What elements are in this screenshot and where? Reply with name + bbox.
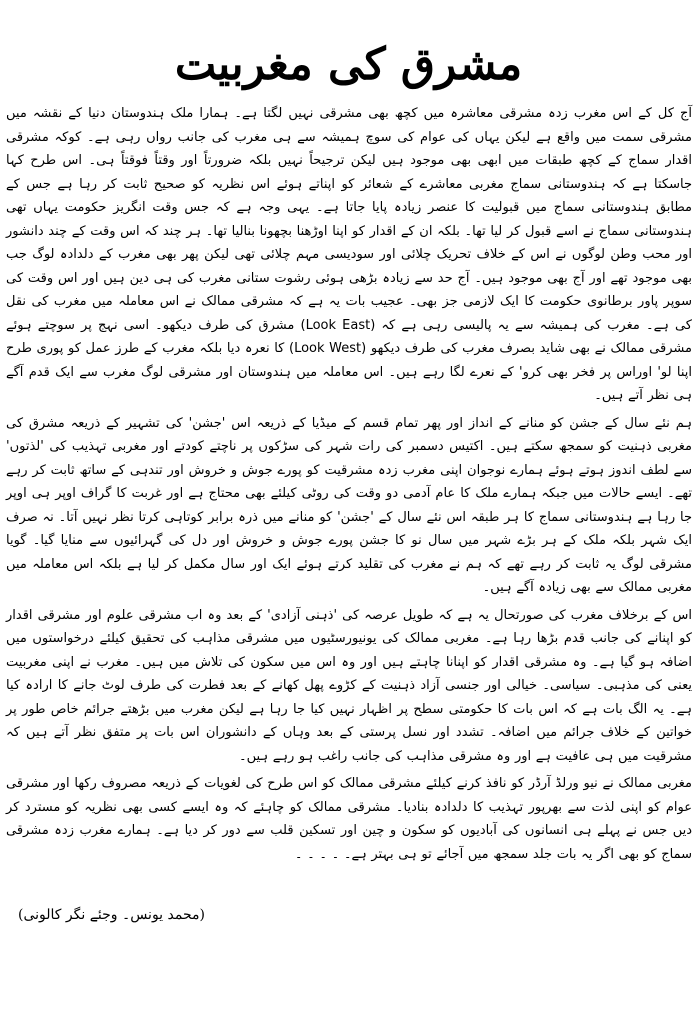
- paragraph-2: ہم نئے سال کے جشن کو منانے کے انداز اور پھر تمام قسم کے میڈیا کے ذریعہ اس 'جشن' کی تشہیر کے ذریعہ مشرق کی مغربی ذہنیت کو سمجھ سکتے ہیں۔ اکتیس دسمبر کی رات شہر کی سڑکوں پر ناچتے کودتے اور مغربی تہذیب کی 'لذتوں' سے لطف اندوز ہوتے ہوئے ہمارے نوجوان اپنی مغرب زدہ مشرقیت کو پورے جوش و خروش اور تندہی کے ساتھ ثابت کر رہے تھے۔ ایسے حالات میں جبکہ ہمارے ملک کا عام آدمی دو وقت کی روٹی کیلئے بھی محتاج ہے اور غربت کا گراف اوپر ہی اوپر جا رہا ہے ہندوستانی سماج کا ہر طبقہ اس نئے سال کے 'جشن' کو منانے میں ذرہ برابر کوتاہی کرتا نظر نہیں آتا۔ نہ صرف ایک شہر بلکہ ملک کے ہر بڑے شہر میں سال نو کا جشن پورے جوش و خروش اور دل کی گہرائیوں سے منایا گیا۔ گویا مشرقی لوگ یہ ثابت کر رہے تھے کہ ہم نے مغرب کی تقلید کرتے ہوئے ایک اور سال مکمل کر لیا ہے بلکہ اس معاملہ میں مغربی ممالک سے بھی زیادہ آگے ہیں۔: [6, 415, 692, 595]
- article-body: [6, 102, 692, 870]
- paragraph-3: اس کے برخلاف مغرب کی صورتحال یہ ہے کہ طویل عرصہ کی 'ذہنی آزادی' کے بعد وہ اب مشرقی علوم اور مشرقی اقدار کو اپنانے کی جانب قدم بڑھا رہا ہے۔ مغربی ممالک کی یونیورسٹیوں میں مشرقی مذاہب کی تحقیق کیلئے درخواستوں میں اضافہ ہو گیا ہے۔ وہ مشرقی اقدار کو اپنانا چاہتے ہیں اور وہ اس میں سکون کی تلاش میں ہیں۔ مغرب نے اپنی مغربیت یعنی کی مذہبی۔ سیاسی۔ خیالی اور جنسی آزاد ذہنیت کے کڑوے پھل کھانے کے بعد فطرت کی طرف لوٹ جانے کا ارادہ کیا ہے۔ یہ الگ بات ہے کہ اس بات کا حکومتی سطح پر اظہار نہیں کیا جا رہا ہے لیکن مغرب میں بڑھتے جرائم خاص طور پر خواتین کے خلاف جرائم میں اضافہ۔ تشدد اور نسل پرستی کے بعد وہاں کے دانشوران اس بات پر متفق نظر آتے ہیں کہ مشرقیت میں ہی عافیت ہے اور وہ مشرقی مذاہب کی جانب راغب ہو رہے ہیں۔: [6, 607, 692, 764]
- article-title: مشرق کی مغربیت: [174, 39, 523, 90]
- paragraph-1: آج کل کے اس مغرب زدہ مشرقی معاشرہ میں کچھ بھی مشرقی نہیں لگتا ہے۔ ہمارا ملک ہندوستان دنیا کے نقشہ میں مشرقی سمت میں واقع ہے لیکن یہاں کی عوام کی سوچ ہمیشہ سے ہی مغرب کی جانب رواں رہی ہے۔ کوکہ مشرقی اقدار سماج کے کچھ طبقات میں ابھی بھی موجود ہیں لیکن ترجیحاً نہیں بلکہ ضرورتاً اور وقتاً فوقتاً ہی۔ اس طرح کہا جاسکتا ہے کہ ہندوستانی سماج مغربی معاشرے کے شعائر کو اپناتے ہوئے اس نظریہ کو صحیح ثابت کر رہا ہے جس کے مطابق ہندوستانی سماج میں قبولیت کا عنصر زیادہ پایا جاتا ہے۔ یہی وجہ ہے کہ جس وقت انگریز حکومت یہاں تھی ہندوستانی سماج نے اسے قبول کر لیا تھا۔ بلکہ ان کے اقدار کو اپنا اوڑھنا بچھونا بنالیا تھا۔ ہر چند کہ اس وقت کے چند دانشور اور محب وطن لوگوں نے اس کے خلاف تحریک چلائی اور سودیسی مہم چلائی تھی لیکن پھر بھی مغرب کے دلدادہ لوگ جب بھی موجود تھے اور آج بھی موجود ہیں۔ آج حد سے زیادہ بڑھی ہوئی رشوت ستانی مغرب کی ہی دین ہیں اور اس وقت کی سوپر پاور برطانوی حکومت کا ایک لازمی جز بھی۔ عجیب بات یہ ہے کہ مشرقی ممالک نے اس معاملہ میں مغرب کی نقل کی ہے۔ مغرب کی ہمیشہ سے یہ پالیسی رہی ہے کہ (Look East) مشرق کی طرف دیکھو۔ اسی نہج پر سوچتے ہوئے مشرقی ممالک نے بھی شاید بصرف مغرب کی طرف دیکھو (Look West) کا نعرہ دیا بلکہ مغرب کے طرز عمل کو پوری طرح اپنا لو' اوراس پر فخر بھی کرو' کے نعرے لگا رہے ہیں۔ اس معاملہ میں ہندوستان اور مشرقی لوگ مغرب سے ایک قدم آگے ہی نظر آتے ہیں۔: [6, 106, 692, 403]
- paragraph-4: مغربی ممالک نے نیو ورلڈ آرڈر کو نافذ کرنے کیلئے مشرقی ممالک کو اس طرح کی لغویات کے ذریعہ مصروف رکھا اور مشرقی عوام کو اپنی لذت سے بھرپور تہذیب کا دلدادہ بنادیا۔ مشرقی ممالک کو چاہئے کہ وہ ایسے کسی بھی نظریہ کو مسترد کر دیں جس نے پہلے ہی انسانوں کی آبادیوں کو سکون و چین اور تسکین قلب سے دور کر دیا ہے۔ ہمارے مغرب زدہ مشرقی سماج کو بھی اگر یہ بات جلد سمجھ میں آجائے تو ہی بہتر ہے۔ ۔ ۔ ۔ ۔: [6, 776, 692, 862]
- author-signature: (محمد یونس۔ وجئے نگر کالونی): [18, 907, 205, 923]
